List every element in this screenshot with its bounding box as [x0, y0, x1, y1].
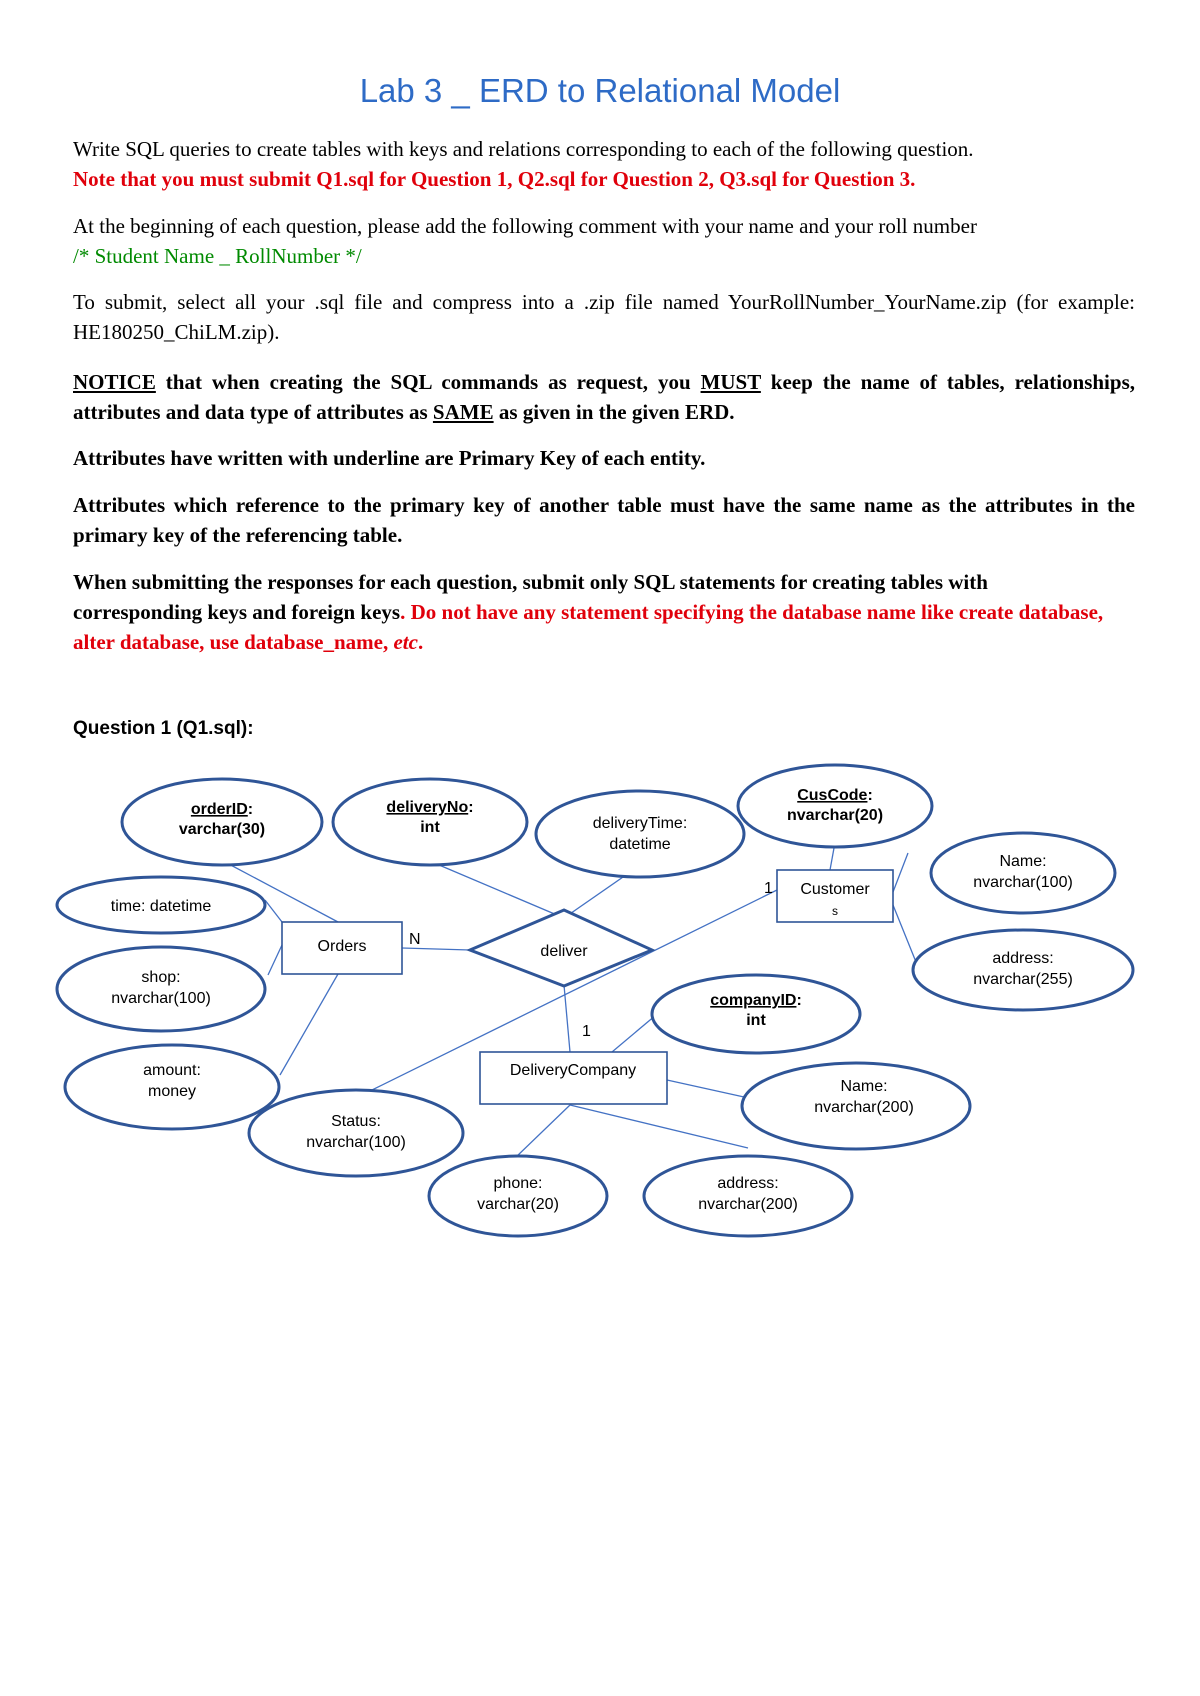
foreign-key-rule: Attributes which reference to the primary key of another table must have the same name as the attributes in the primary key of the referencing table. — [73, 493, 1135, 547]
line-compaddress-company — [570, 1105, 748, 1148]
submit-rule-text: When submitting the responses for each question, submit only SQL statements for creating tables with corresponding keys and foreign keys — [73, 570, 988, 624]
attr-cuscode-type: nvarchar(20) — [786, 807, 884, 824]
question-1-heading: Question 1 (Q1.sql): — [73, 718, 254, 739]
line-compname-company — [667, 1080, 744, 1097]
notice-keyword: NOTICE — [73, 370, 156, 394]
customers-label-line2: s — [832, 904, 838, 918]
must-keyword: MUST — [700, 370, 761, 394]
attr-compaddress-label: address: — [717, 1175, 779, 1192]
submission-note: Note that you must submit Q1.sql for Question 1, Q2.sql for Question 2, Q3.sql for Question 3. — [73, 167, 916, 191]
attr-amount-label: amount: — [143, 1062, 201, 1079]
attr-shop-label: shop: — [141, 969, 181, 986]
intro-line-1: Write SQL queries to create tables with keys and relations corresponding to each of the following question. — [73, 137, 974, 161]
line-custname-customers — [893, 853, 908, 892]
attr-custname-label: Name: — [999, 853, 1047, 870]
attr-cuscode-ellipse — [738, 765, 932, 847]
line-time-orders — [265, 900, 282, 922]
deliveryno-colon: : — [468, 799, 474, 816]
cardinality-orders: N — [409, 931, 421, 948]
attr-companyid-label — [710, 992, 802, 1009]
companyid-key: companyID — [710, 992, 797, 1009]
line-shop-orders — [268, 945, 282, 975]
attr-orderid-label — [191, 801, 253, 818]
cuscode-key: CusCode — [797, 787, 868, 804]
entity-delivery-company — [480, 1052, 667, 1104]
deliveryno-key: deliveryNo — [386, 799, 469, 816]
attr-deliveryno-label — [386, 799, 473, 816]
attr-status-ellipse — [249, 1090, 463, 1176]
cardinality-company: 1 — [582, 1023, 591, 1040]
attr-phone-label: phone: — [493, 1175, 543, 1192]
comment-instruction-text: At the beginning of each question, please add the following comment with your name and your roll number — [73, 214, 977, 238]
notice-text-2: keep the name of tables, relationships, attributes and data type of attributes as — [73, 370, 1135, 424]
line-companyid-company — [612, 1015, 656, 1052]
zip-instruction: To submit, select all your .sql file and compress into a .zip file named YourRollNumber_YourName.zip (for example: HE180250_ChiLM.zip). — [73, 290, 1135, 344]
customers-label-line1: Customer — [800, 881, 870, 898]
cuscode-colon: : — [867, 787, 873, 804]
notice-text-1: that when creating the SQL commands as request, you — [155, 370, 701, 394]
orderid-key: orderID — [190, 801, 248, 818]
line-amount-orders — [280, 974, 338, 1075]
relationship-deliver — [470, 910, 652, 986]
attr-amount-type: money — [147, 1083, 197, 1100]
attr-deliverytime-ellipse — [536, 791, 744, 877]
line-deliver-company — [564, 985, 570, 1052]
notice-text-3: as given in the given ERD. — [493, 400, 735, 424]
line-orders-deliver — [402, 948, 470, 950]
database-warning-etc: etc — [393, 630, 418, 654]
primary-key-rule: Attributes have written with underline are Primary Key of each entity. — [73, 446, 706, 470]
attr-time-label: time: datetime — [110, 898, 212, 915]
attr-status-label: Status: — [331, 1113, 381, 1130]
orders-label: Orders — [317, 938, 367, 955]
same-keyword: SAME — [432, 400, 494, 424]
attr-shop-type: nvarchar(100) — [111, 990, 211, 1007]
line-deliveryno-deliver — [432, 862, 564, 918]
attr-compaddress-type: nvarchar(200) — [698, 1196, 798, 1213]
attr-custaddress-ellipse — [913, 930, 1133, 1010]
delivery-company-label: DeliveryCompany — [509, 1062, 637, 1079]
comment-template: /* Student Name _ RollNumber */ — [73, 244, 362, 268]
deliver-label: deliver — [540, 943, 588, 960]
page-title: Lab 3 _ ERD to Relational Model — [359, 72, 841, 109]
line-phone-company — [515, 1105, 570, 1158]
attr-deliveryno-type: int — [420, 819, 440, 836]
attr-cuscode-label — [797, 787, 873, 804]
attr-compname-type: nvarchar(200) — [814, 1099, 914, 1116]
line-custaddress-customers — [893, 905, 916, 962]
attr-custname-ellipse — [931, 833, 1115, 913]
attr-compname-label: Name: — [840, 1078, 888, 1095]
entity-orders — [282, 922, 402, 974]
line-cuscode-customers — [830, 848, 834, 870]
attr-deliverytime-type: datetime — [609, 836, 671, 853]
attr-phone-type: varchar(20) — [477, 1196, 559, 1213]
attr-custaddress-type: nvarchar(255) — [973, 971, 1073, 988]
attr-status-type: nvarchar(100) — [306, 1134, 406, 1151]
database-warning-end: . — [417, 630, 424, 654]
attr-orderid-type: varchar(30) — [178, 821, 266, 838]
cardinality-customers: 1 — [764, 880, 773, 897]
attr-shop-ellipse — [57, 947, 265, 1031]
attr-custname-type: nvarchar(100) — [973, 874, 1073, 891]
attr-custaddress-label: address: — [992, 950, 1054, 967]
companyid-colon: : — [796, 992, 802, 1009]
orderid-colon: : — [247, 801, 254, 818]
entity-customers — [777, 870, 893, 922]
attr-deliverytime-label: deliveryTime: — [592, 815, 688, 832]
database-warning: . Do not have any statement specifying the database name like create database, alter database, use database_name, — [73, 600, 1104, 654]
attr-companyid-type: int — [746, 1012, 766, 1029]
